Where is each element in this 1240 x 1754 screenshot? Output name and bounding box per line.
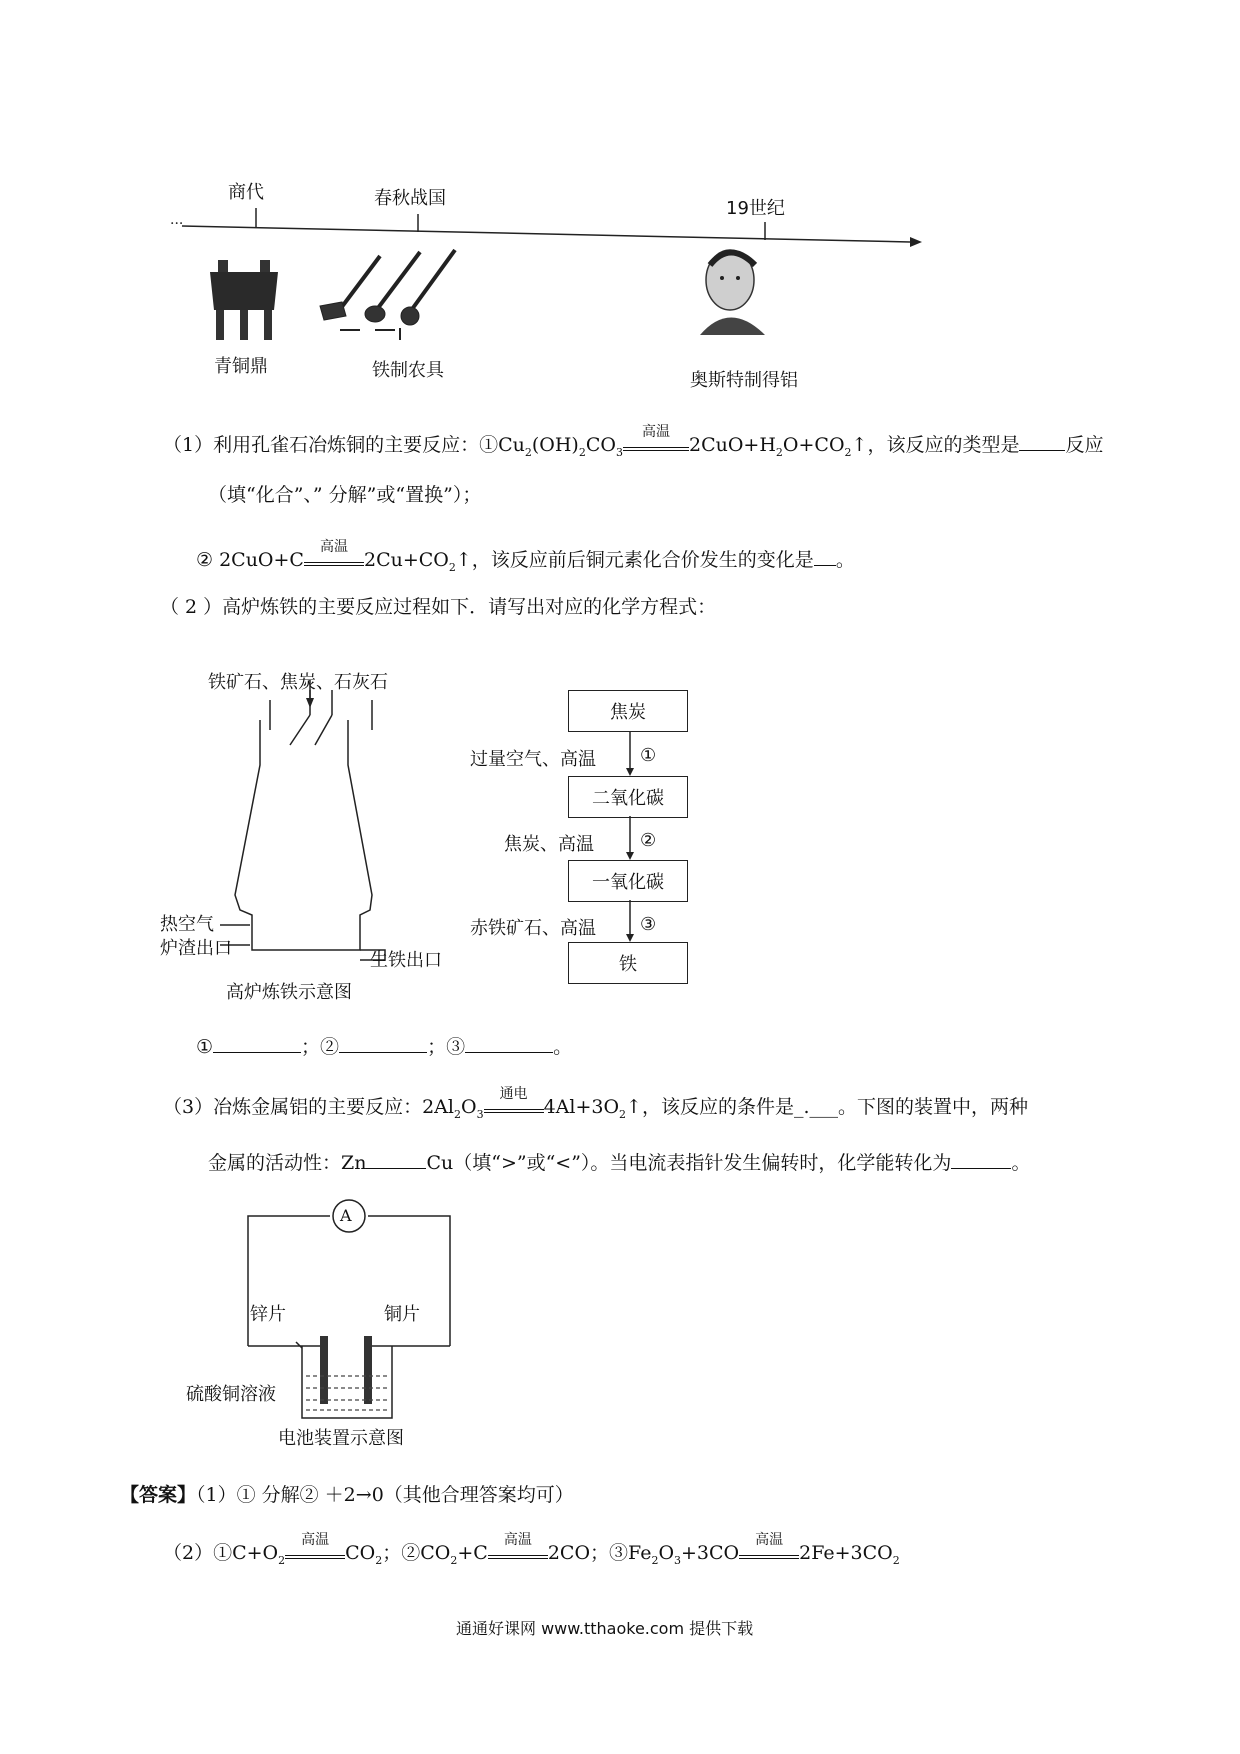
copper-label: 铜片: [384, 1304, 420, 1325]
era-label-19th-century: 19世纪: [726, 198, 785, 219]
oersted-portrait-image: [700, 250, 765, 335]
flow-step2-label: 焦炭、高温: [504, 834, 594, 855]
battery-caption: 电池装置示意图: [278, 1428, 404, 1449]
timeline-figure: [170, 170, 930, 400]
q1-line3: ② 2CuO+C 高温 $2Cu+CO_2↑$，该反应前后铜元素化合价发生的变化是 。: [196, 539, 855, 574]
iron-tools-image: [320, 250, 455, 340]
svg-text:···: ···: [170, 216, 184, 232]
ammeter-label: A: [340, 1206, 352, 1225]
q1-line1: （1）利用孔雀石冶炼铜的主要反应：$①Cu_2(OH)_2CO_3$ 高温 $2CuO+H_2O+CO_2↑$，该反应的类型是 反应: [163, 424, 1104, 459]
caption-bronze-ding: 青铜鼎: [214, 356, 268, 377]
zinc-strip: [320, 1336, 328, 1404]
zinc-label: 锌片: [250, 1304, 286, 1325]
pig-iron-outlet-label: 生铁出口: [370, 950, 442, 971]
flow-step2-num: ②: [640, 830, 657, 851]
solution-label: 硫酸铜溶液: [186, 1384, 276, 1405]
caption-aluminum: 奥斯特制得铝: [690, 370, 798, 391]
q3-line2: 金属的活动性：Zn Cu（填“>”或“<”）。当电流表指针发生偏转时，化学能转化为 。: [208, 1152, 1031, 1174]
q3-line1: （3）冶炼金属铝的主要反应：$2Al_2O_3$ 通电 $4Al+3O_2↑$，该反应的条件是_.___。下图的装置中，两种: [163, 1086, 1029, 1121]
flow-box-coke: 焦炭: [568, 690, 688, 732]
flow-box-co: 一氧化碳: [568, 860, 688, 902]
copper-strip: [364, 1336, 372, 1404]
q2-intro: （ 2 ）高炉炼铁的主要反应过程如下．请写出对应的化学方程式：: [160, 596, 717, 618]
answer-line1: 【答案】（1）① 分解② ＋2→0（其他合理答案均可）: [120, 1484, 574, 1506]
flow-step3-label: 赤铁矿石、高温: [470, 918, 596, 939]
flow-box-iron: 铁: [568, 942, 688, 984]
caption-iron-tools: 铁制农具: [372, 360, 444, 381]
q2-answer-blanks: ① ；② ；③ 。: [196, 1036, 573, 1058]
flow-step3-num: ③: [640, 914, 657, 935]
answer-line2: $(2)①C+O_2$ 高温 $CO_2$；$②CO_2+C$ 高温 2CO；$③Fe_2O_3+3CO$ 高温 $2Fe+3CO_2$: [163, 1532, 900, 1567]
flow-arrows: [620, 730, 640, 945]
flow-step1-num: ①: [640, 745, 657, 766]
timeline-arrowhead: [910, 237, 922, 247]
flow-step1-label: 过量空气、高温: [470, 749, 596, 770]
slag-outlet-label: 炉渣出口: [160, 938, 232, 959]
bronze-ding-image: [210, 260, 278, 340]
furnace-top-label: 铁矿石、焦炭、石灰石: [208, 672, 388, 693]
era-label-shang: 商代: [228, 182, 264, 203]
page-footer: 通通好课网 www.tthaoke.com 提供下载: [456, 1619, 754, 1638]
q1-line2: （填“化合”、” 分解”或“置换”）；: [208, 484, 482, 506]
era-label-spring-autumn: 春秋战国: [374, 188, 446, 209]
hot-air-label: 热空气: [160, 914, 214, 935]
timeline-axis: [182, 226, 910, 242]
flow-box-co2: 二氧化碳: [568, 776, 688, 818]
furnace-caption: 高炉炼铁示意图: [226, 982, 352, 1003]
